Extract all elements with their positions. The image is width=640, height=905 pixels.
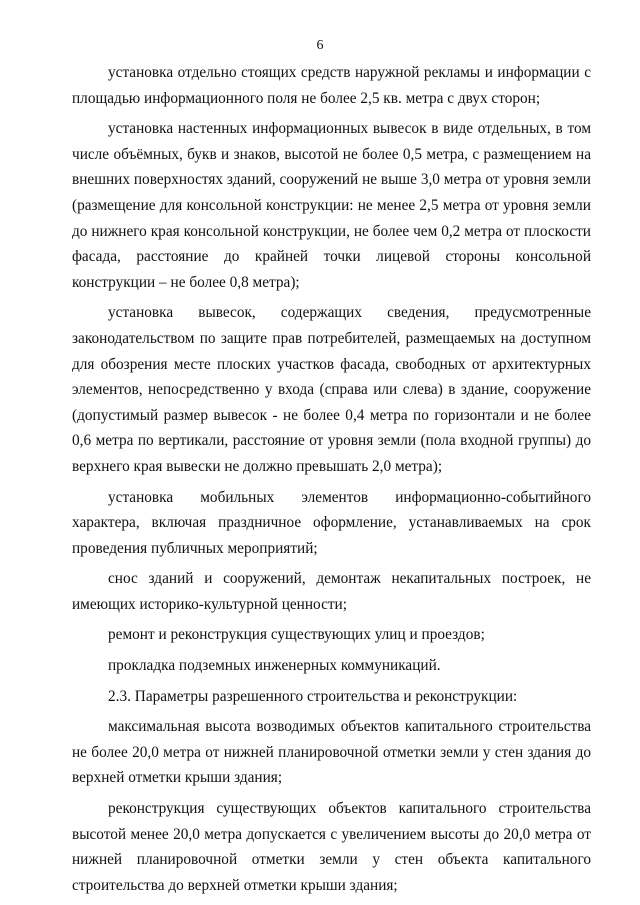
paragraph-underground-utilities: прокладка подземных инженерных коммуникаций. (108, 657, 441, 675)
paragraph-freestanding-advertising: установка отдельно стоящих средств наружной рекламы и информации с площадью информационного поля не более 2,5 кв. метра с двух сторон; (72, 64, 591, 107)
paragraph-reconstruction-height: реконструкция существующих объектов капитального строительства высотой менее 20,0 метра допускается с увеличением высоты до 20,0 метра от нижней планировочной отметки земли у стен объекта капитального строительства до верхней отметки крыши здания; (72, 800, 591, 894)
section-heading-2-3: 2.3. Параметры разрешенного строительства и реконструкции: (108, 687, 518, 705)
page-number: 6 (316, 38, 324, 53)
paragraph-mobile-event-elements: установка мобильных элементов информационно-событийного характера, включая праздничное оформление, устанавливаемых на срок проведения публичных мероприятий; (72, 488, 591, 557)
paragraph-street-repair: ремонт и реконструкция существующих улиц и проездов; (108, 626, 485, 644)
paragraph-max-height: максимальная высота возводимых объектов капитального строительства не более 20,0 метра от нижней планировочной отметки земли у стен здания до верхней отметки крыши здания; (72, 718, 591, 787)
document-body (72, 60, 591, 903)
paragraph-consumer-info-signs: установка вывесок, содержащих сведения, предусмотренные законодательством по защите прав потребителей, размещаемых на доступном для обозрения месте плоских участков фасада, свободных от архитектурных элементов, непосредственно у входа (справа или слева) в здание, сооружение (допустимый размер вывесок - не более 0,4 метра по горизонтали и не более 0,6 метра по вертикали, расстояние от уровня земли (пола входной группы) до верхнего края вывески не должно превышать 2,0 метра); (72, 304, 591, 475)
paragraph-demolition: снос зданий и сооружений, демонтаж некапитальных построек, не имеющих историко-культурной ценности; (72, 570, 591, 613)
paragraph-wall-signs: установка настенных информационных вывесок в виде отдельных, в том числе объёмных, букв и знаков, высотой не более 0,5 метра, с размещением на внешних поверхностях зданий, сооружений не выше 3,0 метра от уровня земли (размещение для консольной конструкции: не менее 2,5 метра от уровня земли до нижнего края консольной конструкции, не более чем 0,2 метра от плоскости фасада, расстояние до крайней точки лицевой стороны консольной конструкции – не более 0,8 метра); (72, 120, 591, 291)
